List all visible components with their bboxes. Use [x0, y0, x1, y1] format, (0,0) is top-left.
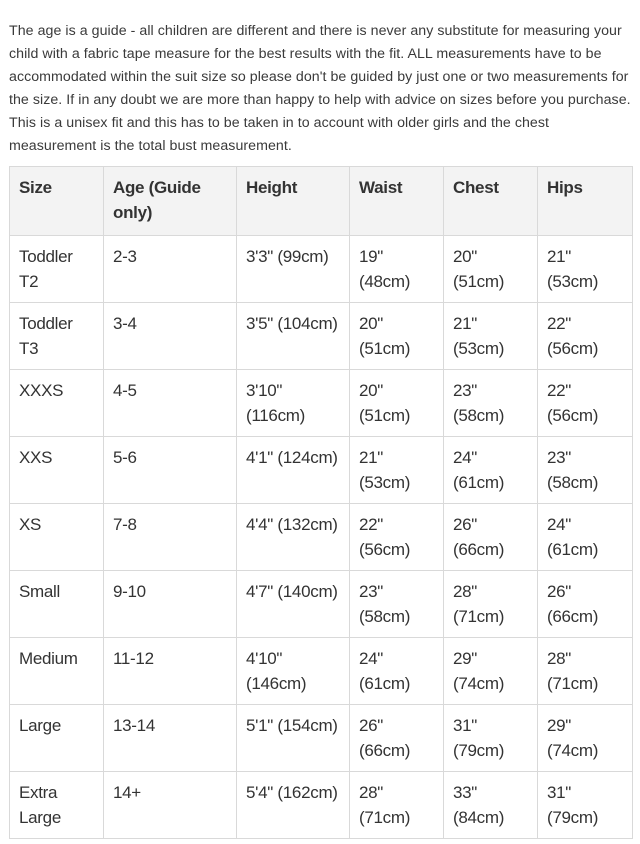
cell-chest: 23" (58cm) — [444, 370, 538, 437]
cell-height: 4'1" (124cm) — [237, 437, 350, 504]
cell-hips: 31" (79cm) — [538, 772, 633, 839]
table-row — [10, 437, 633, 504]
cell-size: XXS — [10, 437, 104, 504]
cell-hips: 22" (56cm) — [538, 303, 633, 370]
cell-chest: 31" (79cm) — [444, 705, 538, 772]
column-header-height: Height — [237, 167, 350, 236]
cell-chest: 21" (53cm) — [444, 303, 538, 370]
cell-chest: 29" (74cm) — [444, 638, 538, 705]
cell-waist: 26" (66cm) — [350, 705, 444, 772]
cell-size: XXXS — [10, 370, 104, 437]
cell-hips: 21" (53cm) — [538, 236, 633, 303]
table-row — [10, 705, 633, 772]
cell-height: 3'3" (99cm) — [237, 236, 350, 303]
intro-line: the size. If in any doubt we are more than happy to help with advice on sizes before you purchase. — [9, 92, 631, 108]
table-header-row — [10, 167, 633, 236]
cell-waist: 22" (56cm) — [350, 504, 444, 571]
cell-age: 3-4 — [104, 303, 237, 370]
cell-waist: 20" (51cm) — [350, 303, 444, 370]
cell-age: 9-10 — [104, 571, 237, 638]
cell-hips: 29" (74cm) — [538, 705, 633, 772]
intro-line: measurement is the total bust measurement. — [9, 138, 292, 154]
cell-size: XS — [10, 504, 104, 571]
table-row — [10, 571, 633, 638]
table-row — [10, 504, 633, 571]
cell-waist: 28" (71cm) — [350, 772, 444, 839]
cell-height: 4'7" (140cm) — [237, 571, 350, 638]
intro-line: The age is a guide - all children are different and there is never any substitute for measuring your — [9, 23, 622, 39]
cell-chest: 28" (71cm) — [444, 571, 538, 638]
cell-size: Medium — [10, 638, 104, 705]
cell-height: 4'4" (132cm) — [237, 504, 350, 571]
table-row — [10, 772, 633, 839]
size-guide-intro — [9, 20, 635, 158]
cell-height: 5'1" (154cm) — [237, 705, 350, 772]
cell-waist: 20" (51cm) — [350, 370, 444, 437]
cell-size: Small — [10, 571, 104, 638]
cell-age: 4-5 — [104, 370, 237, 437]
cell-age: 13-14 — [104, 705, 237, 772]
cell-hips: 26" (66cm) — [538, 571, 633, 638]
cell-chest: 20" (51cm) — [444, 236, 538, 303]
cell-age: 7-8 — [104, 504, 237, 571]
column-header-hips: Hips — [538, 167, 633, 236]
cell-age: 2-3 — [104, 236, 237, 303]
cell-waist: 23" (58cm) — [350, 571, 444, 638]
cell-height: 4'10" (146cm) — [237, 638, 350, 705]
cell-height: 3'5" (104cm) — [237, 303, 350, 370]
cell-age: 14+ — [104, 772, 237, 839]
cell-hips: 24" (61cm) — [538, 504, 633, 571]
column-header-chest: Chest — [444, 167, 538, 236]
cell-hips: 28" (71cm) — [538, 638, 633, 705]
column-header-age: Age (Guide only) — [104, 167, 237, 236]
size-chart-table — [9, 166, 633, 839]
cell-height: 3'10" (116cm) — [237, 370, 350, 437]
cell-chest: 24" (61cm) — [444, 437, 538, 504]
cell-waist: 21" (53cm) — [350, 437, 444, 504]
intro-line: This is a unisex fit and this has to be taken in to account with older girls and the chest — [9, 115, 549, 131]
table-row — [10, 303, 633, 370]
table-row — [10, 638, 633, 705]
cell-size: Toddler T2 — [10, 236, 104, 303]
column-header-size: Size — [10, 167, 104, 236]
cell-age: 11-12 — [104, 638, 237, 705]
cell-size: Toddler T3 — [10, 303, 104, 370]
cell-chest: 26" (66cm) — [444, 504, 538, 571]
cell-size: Extra Large — [10, 772, 104, 839]
table-row — [10, 236, 633, 303]
cell-age: 5-6 — [104, 437, 237, 504]
cell-chest: 33" (84cm) — [444, 772, 538, 839]
cell-height: 5'4" (162cm) — [237, 772, 350, 839]
cell-hips: 22" (56cm) — [538, 370, 633, 437]
column-header-waist: Waist — [350, 167, 444, 236]
intro-line: child with a fabric tape measure for the best results with the fit. ALL measurements have to be — [9, 46, 602, 62]
cell-hips: 23" (58cm) — [538, 437, 633, 504]
intro-line: accommodated within the suit size so please don't be guided by just one or two measurements for — [9, 69, 629, 85]
cell-waist: 24" (61cm) — [350, 638, 444, 705]
cell-size: Large — [10, 705, 104, 772]
table-row — [10, 370, 633, 437]
cell-waist: 19" (48cm) — [350, 236, 444, 303]
